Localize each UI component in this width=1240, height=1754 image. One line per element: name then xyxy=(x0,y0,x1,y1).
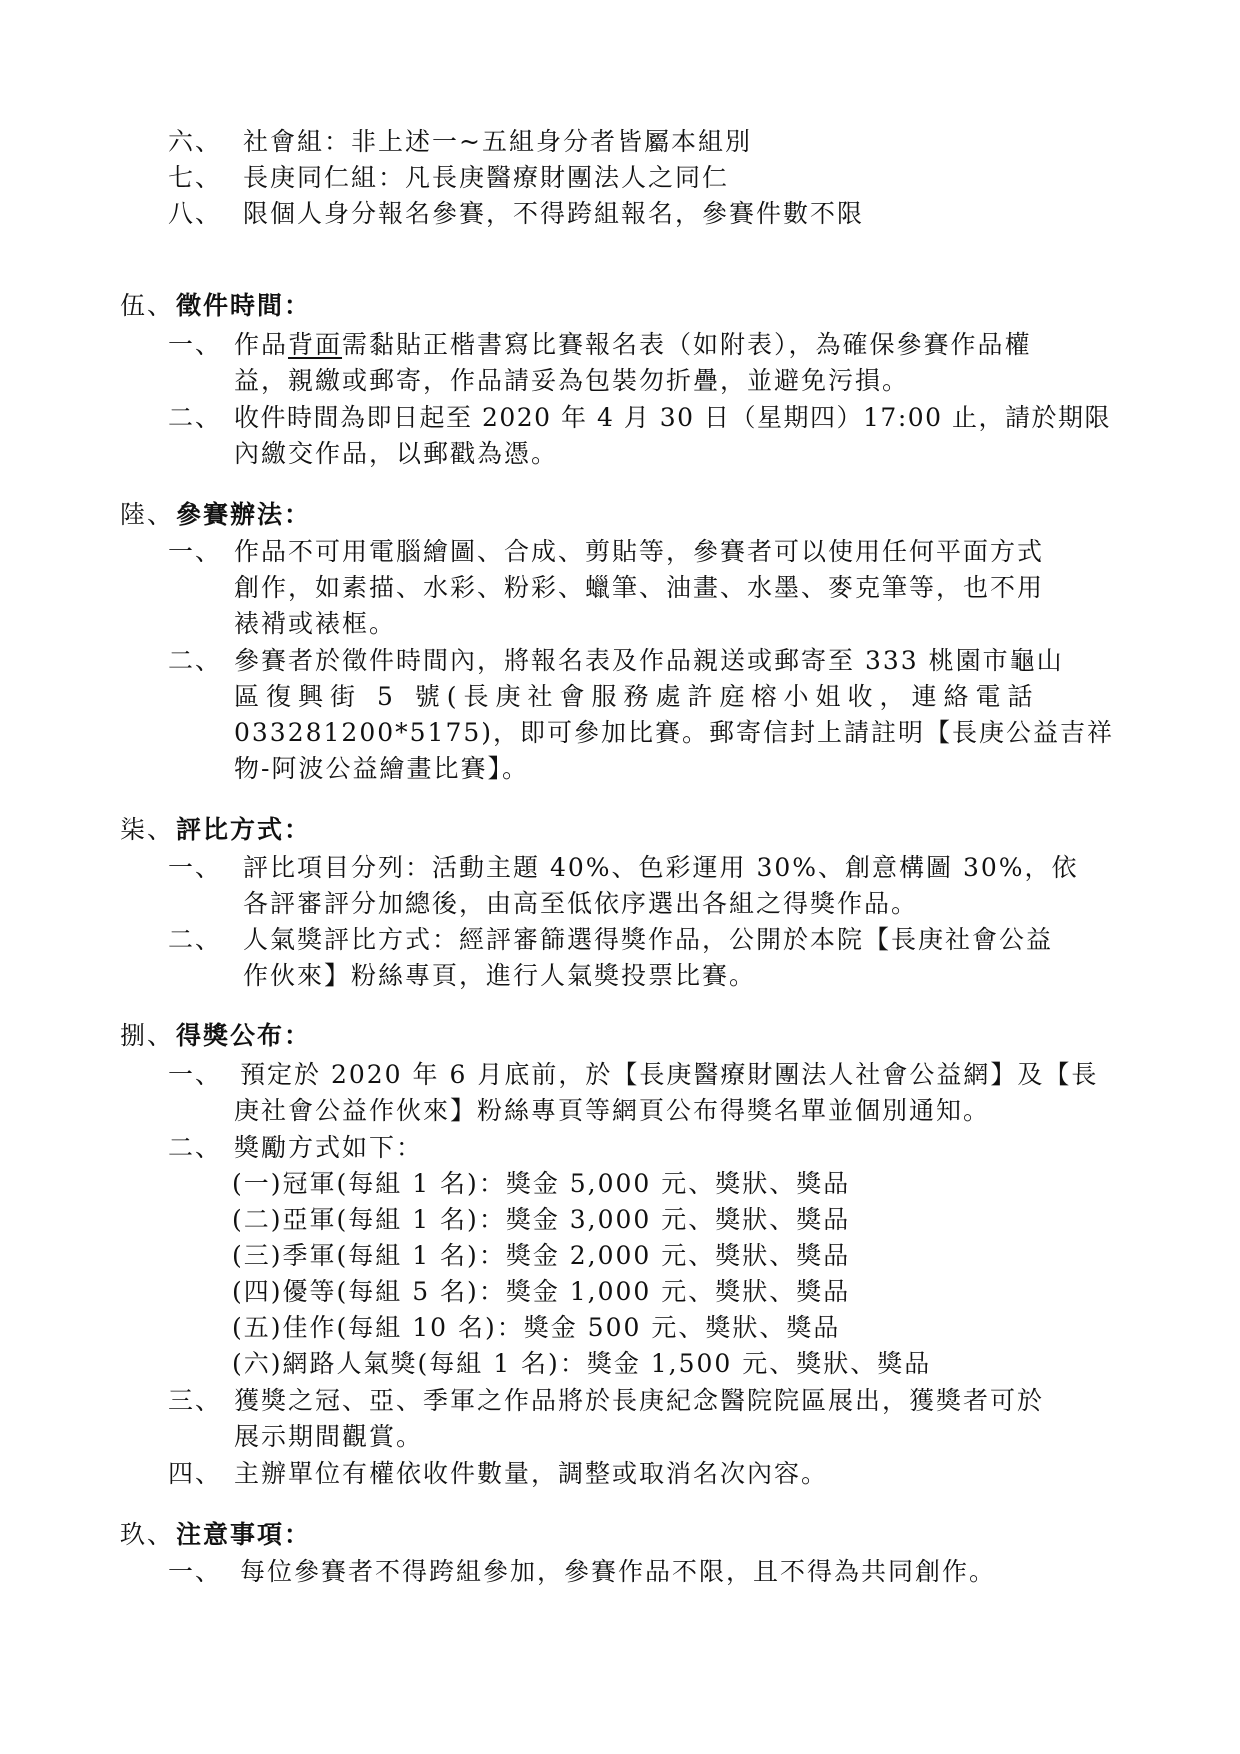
list-marker: 七、 xyxy=(168,163,223,192)
list-marker: 一、 xyxy=(168,853,223,882)
section-marker: 伍、 xyxy=(120,291,175,320)
list-marker: 一、 xyxy=(168,330,223,359)
list-text: 庚社會公益作伙來】粉絲專頁等網頁公布得獎名單並個別通知。 xyxy=(234,1096,991,1125)
list-text: 益，親繳或郵寄，作品請妥為包裝勿折疊，並避免污損。 xyxy=(234,366,910,395)
list-marker: 六、 xyxy=(168,127,223,156)
list-marker: 八、 xyxy=(168,199,223,228)
list-text: 預定於 2020 年 6 月底前，於【長庚醫療財團法人社會公益網】及【長 xyxy=(240,1060,1099,1089)
prize-text: (五)佳作(每組 10 名)：獎金 500 元、獎狀、獎品 xyxy=(232,1313,841,1342)
list-text: 區復興街 5 號(長庚社會服務處許庭榕小姐收，連絡電話 xyxy=(234,682,1040,711)
section-marker: 柒、 xyxy=(120,815,175,844)
prize-text: (二)亞軍(每組 1 名)：獎金 3,000 元、獎狀、獎品 xyxy=(232,1205,851,1234)
list-marker: 四、 xyxy=(168,1459,223,1488)
list-text: 獲獎之冠、亞、季軍之作品將於長庚紀念醫院院區展出，獲獎者可於 xyxy=(234,1386,1045,1415)
list-text: 裱褙或裱框。 xyxy=(234,609,397,638)
section-marker: 捌、 xyxy=(120,1021,175,1050)
section-title: 得獎公布： xyxy=(176,1021,312,1050)
section-title: 評比方式： xyxy=(176,815,312,844)
list-text: 每位參賽者不得跨組參加，參賽作品不限，且不得為共同創作。 xyxy=(240,1557,997,1586)
list-marker: 三、 xyxy=(168,1386,223,1415)
list-text: 創作，如素描、水彩、粉彩、蠟筆、油畫、水墨、麥克筆等，也不用 xyxy=(234,573,1045,602)
list-text: 內繳交作品，以郵戳為憑。 xyxy=(234,439,559,468)
section-title: 參賽辦法： xyxy=(176,500,312,529)
section-title: 注意事項： xyxy=(176,1520,312,1549)
prize-text: (一)冠軍(每組 1 名)：獎金 5,000 元、獎狀、獎品 xyxy=(232,1169,851,1198)
list-marker: 二、 xyxy=(168,925,223,954)
list-marker: 二、 xyxy=(168,1133,223,1162)
prize-text: (六)網路人氣獎(每組 1 名)：獎金 1,500 元、獎狀、獎品 xyxy=(232,1349,932,1378)
list-text: 收件時間為即日起至 2020 年 4 月 30 日（星期四）17:00 止，請於期限 xyxy=(234,403,1112,432)
list-text: 展示期間觀賞。 xyxy=(234,1422,424,1451)
list-marker: 一、 xyxy=(168,1060,223,1089)
list-text: 需黏貼正楷書寫比賽報名表（如附表），為確保參賽作品權 xyxy=(342,330,1032,359)
list-marker: 二、 xyxy=(168,646,223,675)
list-text: 作伙來】粉絲專頁，進行人氣獎投票比賽。 xyxy=(243,961,757,990)
list-text: 獎勵方式如下： xyxy=(234,1133,424,1162)
list-text: 人氣獎評比方式：經評審篩選得獎作品，公開於本院【長庚社會公益 xyxy=(243,925,1054,954)
list-marker: 一、 xyxy=(168,537,223,566)
section-marker: 陸、 xyxy=(120,500,175,529)
list-text: 各評審評分加總後，由高至低依序選出各組之得獎作品。 xyxy=(243,889,919,918)
list-text: 作品不可用電腦繪圖、合成、剪貼等，參賽者可以使用任何平面方式 xyxy=(234,537,1045,566)
list-text: 主辦單位有權依收件數量，調整或取消名次內容。 xyxy=(234,1459,829,1488)
section-title: 徵件時間： xyxy=(176,291,312,320)
list-text: 作品 xyxy=(234,330,289,359)
underlined-text: 背面 xyxy=(288,330,343,359)
list-marker: 二、 xyxy=(168,403,223,432)
list-text: 社會組：非上述一~五組身分者皆屬本組別 xyxy=(243,127,752,156)
list-text: 033281200*5175)，即可參加比賽。郵寄信封上請註明【長庚公益吉祥 xyxy=(234,718,1115,747)
list-text: 參賽者於徵件時間內，將報名表及作品親送或郵寄至 333 桃園市龜山 xyxy=(234,646,1064,675)
section-marker: 玖、 xyxy=(120,1520,175,1549)
list-text: 長庚同仁組：凡長庚醫療財團法人之同仁 xyxy=(243,163,730,192)
list-text: 限個人身分報名參賽，不得跨組報名，參賽件數不限 xyxy=(243,199,865,228)
list-text: 物-阿波公益繪畫比賽】。 xyxy=(234,754,529,783)
list-marker: 一、 xyxy=(168,1557,223,1586)
list-text: 評比項目分列：活動主題 40%、色彩運用 30%、創意構圖 30%，依 xyxy=(243,853,1079,882)
prize-text: (四)優等(每組 5 名)：獎金 1,000 元、獎狀、獎品 xyxy=(232,1277,851,1306)
prize-text: (三)季軍(每組 1 名)：獎金 2,000 元、獎狀、獎品 xyxy=(232,1241,851,1270)
